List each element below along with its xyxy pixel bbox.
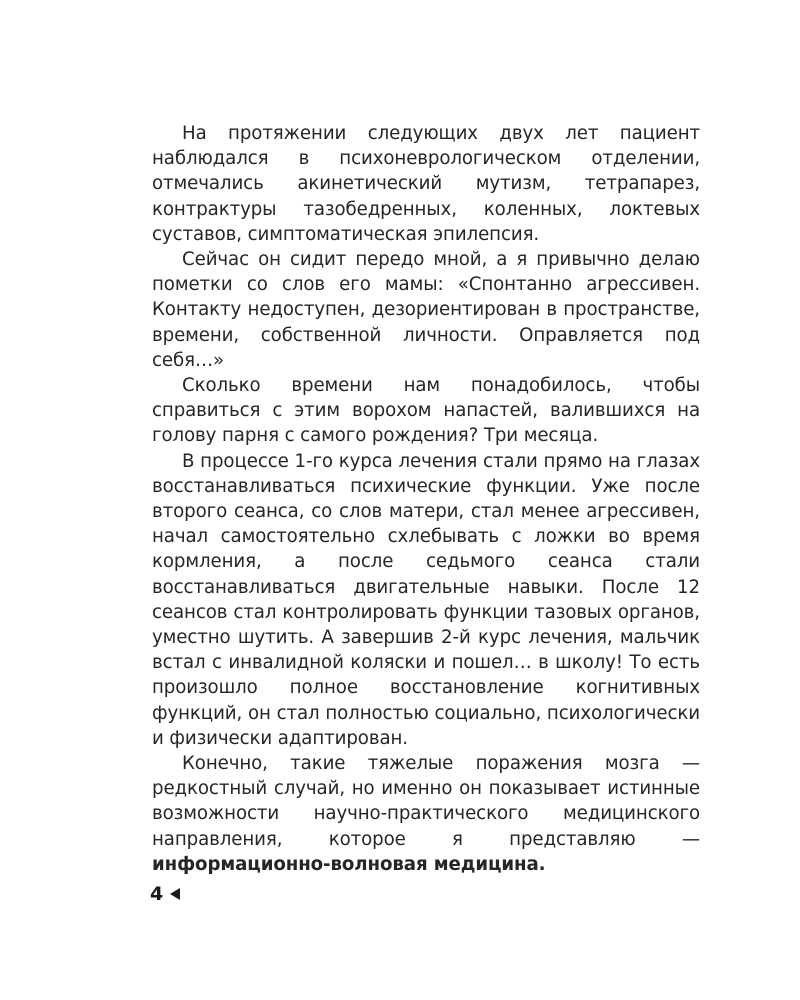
page-folio	[150, 883, 180, 905]
left-triangle-icon	[170, 888, 180, 900]
body-text	[152, 121, 700, 877]
paragraph-treatment: В процессе 1-го курса лечения стали прямо на глазах восстанавливаться психические функции. Уже после второго сеанса, со слов матери, стал менее агрессивен, начал самостоятельно схлебывать с ложки во время кормления, а после седьмого сеанса стали восстанавливаться двигательные навыки. После 12 сеансов стал контролировать функции тазовых органов, уместно шутить. А завершив 2-й курс лечения, мальчик встал с инвалидной коляски и пошел… в школу! То есть произошло полное восстановление когнитивных функций, он стал полностью социально, психологически и физически адаптирован.	[152, 450, 700, 749]
page-number: 4	[150, 883, 164, 905]
paragraph-history: На протяжении следующих двух лет пациент наблюдался в психоневрологическом отделении, отмечались акинетический мутизм, тетрапарез, контрактуры тазобедренных, коленных, локтевых суставов, симптоматическая эпилепсия.	[152, 123, 700, 245]
paragraph-question: Сколько времени нам понадобилось, чтобы справиться с этим ворохом напастей, валившихся на голову парня с самого рождения? Три месяца.	[152, 375, 700, 447]
conclusion-text: Конечно, такие тяжелые поражения мозга — редкостный случай, но именно он показывает истинные возможности научно-практического медицинского направления, которое я представляю —	[152, 753, 700, 850]
paragraph-current-state: Сейчас он сидит передо мной, а я привычно делаю пометки со слов его мамы: «Спонтанно агрессивен. Контакту недоступен, дезориентирован в пространстве, времени, собственной личности. Оправляется под себя…»	[152, 249, 700, 371]
conclusion-bold-term: информационно-волновая медицина.	[152, 853, 546, 875]
paragraph-conclusion	[152, 751, 700, 877]
